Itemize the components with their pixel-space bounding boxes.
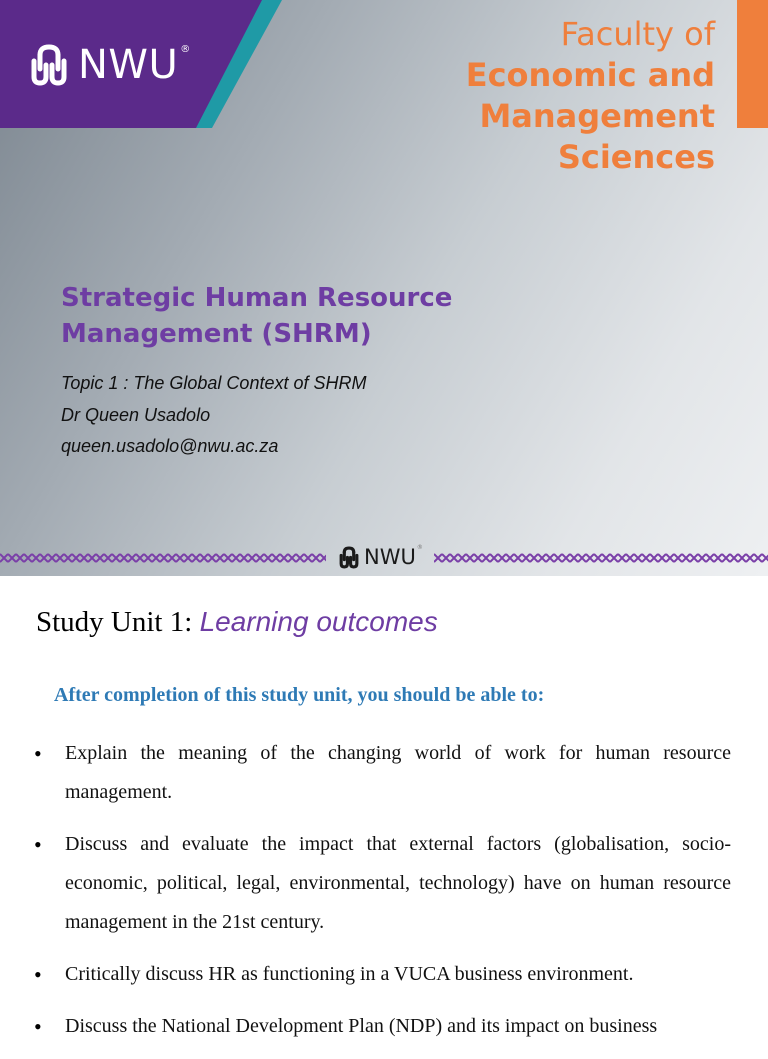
study-unit-label: Study Unit 1: (36, 606, 193, 638)
footer-logo-text: NWU (364, 544, 416, 569)
list-item (0, 1007, 768, 1046)
faculty-line-1: Faculty of (560, 15, 715, 53)
outcome-text: Explain the meaning of the changing world of work for human resource management. (65, 742, 731, 803)
faculty-line-2: Economic and (465, 56, 715, 94)
intro-text: After completion of this study unit, you should be able to: (54, 684, 545, 706)
faculty-line-4: Sciences (557, 138, 715, 176)
nwu-logo-text: NWU (78, 42, 179, 88)
footer-nwu-logo (338, 544, 423, 570)
bullet-icon: • (34, 962, 42, 987)
learning-outcomes-label: Learning outcomes (199, 606, 438, 637)
outcome-text: Critically discuss HR as functioning in a VUCA business environment. (65, 963, 634, 985)
topic-line: Topic 1 : The Global Context of SHRM (61, 373, 367, 393)
list-item (0, 734, 768, 812)
list-item (0, 825, 768, 942)
decorative-pattern-right (434, 551, 768, 565)
lecturer-name: Dr Queen Usadolo (61, 404, 211, 425)
study-unit-heading (36, 606, 438, 639)
nwu-emblem-icon (28, 43, 70, 87)
course-meta (61, 368, 366, 463)
bullet-icon: • (34, 832, 42, 857)
nwu-emblem-small-icon (338, 546, 360, 569)
nwu-logo (28, 40, 190, 90)
course-title-line-1: Strategic Human Resource (61, 283, 453, 313)
orange-accent-bar (737, 0, 768, 128)
decorative-pattern-left (0, 551, 326, 565)
footer-registered-mark: ® (416, 544, 423, 551)
list-item (0, 955, 768, 994)
course-title-line-2: Management (SHRM) (61, 319, 372, 349)
outcome-text: Discuss the National Development Plan (NDP) and its impact on business (65, 1015, 658, 1037)
faculty-name (466, 14, 715, 178)
registered-mark: ® (180, 44, 191, 55)
lecturer-email: queen.usadolo@nwu.ac.za (61, 436, 279, 456)
faculty-line-3: Management (479, 97, 715, 135)
bullet-icon: • (34, 741, 42, 766)
outcomes-list (0, 734, 768, 1059)
outcome-text: Discuss and evaluate the impact that external factors (globalisation, socio-economic, political, legal, environmental, technology) have on human resource management in the 21st century. (65, 833, 731, 933)
bullet-icon: • (34, 1014, 42, 1039)
course-title (61, 280, 501, 352)
